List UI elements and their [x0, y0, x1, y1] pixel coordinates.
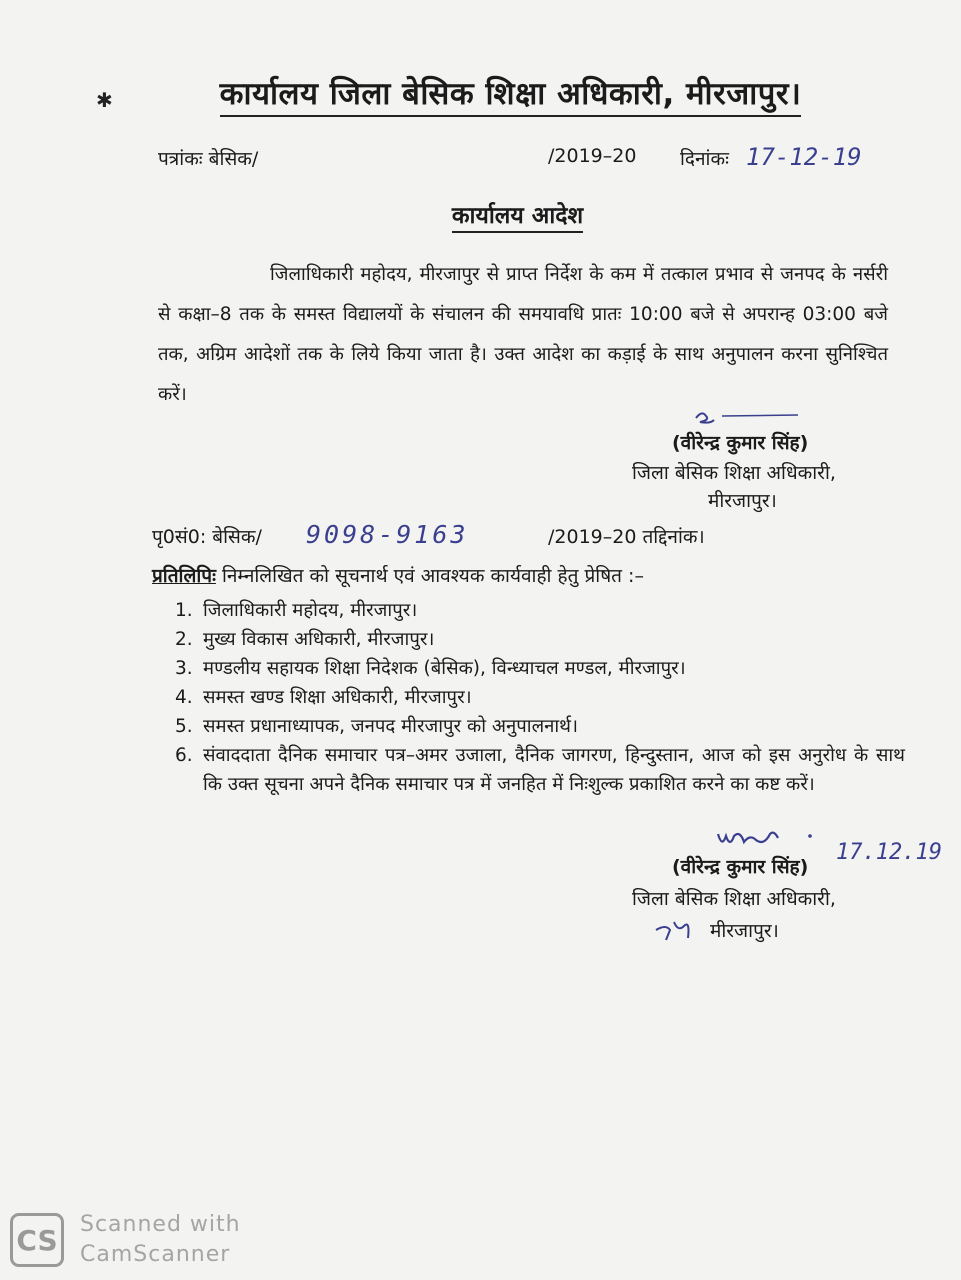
list-item-text: समस्त प्रधानाध्यापक, जनपद मीरजापुर को अनुपालनार्थ। [203, 716, 579, 737]
signature-1-place: मीरजापुर। [708, 490, 777, 512]
list-item-text: समस्त खण्ड शिक्षा अधिकारी, मीरजापुर। [203, 687, 472, 708]
signature-1-name-text: (वीरेन्द्र कुमार सिंह) [672, 432, 809, 454]
list-item-number: 1. [175, 600, 193, 621]
camscanner-watermark [10, 1210, 241, 1270]
office-header-text: कार्यालय जिला बेसिक शिक्षा अधिकारी, मीरजापुर। [220, 76, 802, 117]
letter-number-label: पत्रांकः बेसिक/ [158, 148, 259, 170]
order-title [0, 198, 961, 230]
list-item-number: 6. [175, 745, 193, 766]
copy-to-text: निम्नलिखित को सूचनार्थ एवं आवश्यक कार्यवाही हेतु प्रेषित :– [221, 565, 644, 587]
endorsement-year-date: /2019–20 तद्दिनांक। [548, 526, 705, 548]
list-item-number: 5. [175, 716, 193, 737]
recipient-list [175, 596, 905, 799]
list-item-number: 4. [175, 687, 193, 708]
list-item [175, 654, 905, 683]
order-title-text: कार्यालय आदेश [452, 203, 583, 233]
signature-2-date: 17.12.19 [836, 840, 942, 865]
endorsement-number: 9098-9163 [306, 520, 469, 549]
handwritten-date: 17-12-19 [746, 143, 862, 171]
initial-scribble [652, 914, 708, 944]
date-label: दिनांकः [680, 148, 729, 170]
margin-mark: ✱ [96, 88, 113, 112]
endorsement-label: पृ0सं0: बेसिक/ [152, 526, 262, 548]
copy-to-label: प्रतिलिपिः [152, 565, 216, 587]
letter-year: /2019–20 [548, 145, 637, 167]
list-item [175, 596, 905, 625]
order-body-text: जिलाधिकारी महोदय, मीरजापुर से प्राप्त निर्देश के कम में तत्काल प्रभाव से जनपद के नर्सरी से कक्षा–8 तक के समस्त विद्यालयों के संचालन की समयावधि प्रातः 10:00 बजे से अपरान्ह 03:00 बजे तक, अग्रिम आदेशों तक के लिये किया जाता है। उक्त आदेश का कड़ाई के साथ अनुपालन करना सुनिश्चित करें। [158, 264, 888, 405]
signature-2-name [672, 852, 808, 882]
camscanner-logo: CS [10, 1213, 64, 1267]
signature-scribble-1 [690, 404, 810, 428]
list-item-text: संवाददाता दैनिक समाचार पत्र–अमर उजाला, दैनिक जागरण, हिन्दुस्तान, आज को इस अनुरोध के साथ कि उक्त सूचना अपने दैनिक समाचार पत्र में जनहित में निःशुल्क प्रकाशित करने का कष्ट करें। [203, 745, 905, 795]
signature-2-name-text: (वीरेन्द्र कुमार सिंह) [672, 856, 809, 878]
watermark-line-2: CamScanner [80, 1242, 231, 1267]
list-item-text: जिलाधिकारी महोदय, मीरजापुर। [203, 600, 418, 621]
signature-2-designation: जिला बेसिक शिक्षा अधिकारी, [632, 888, 836, 910]
list-item-number: 2. [175, 629, 193, 650]
list-item [175, 741, 905, 799]
order-body [158, 255, 888, 415]
list-item [175, 712, 905, 741]
signature-1-name [672, 428, 808, 458]
list-item-number: 3. [175, 658, 193, 679]
watermark-line-1: Scanned with [80, 1212, 241, 1237]
list-item-text: मण्डलीय सहायक शिक्षा निदेशक (बेसिक), विन्ध्याचल मण्डल, मीरजापुर। [203, 658, 686, 679]
watermark-text [80, 1210, 241, 1270]
office-header [0, 72, 961, 114]
list-item-text: मुख्य विकास अधिकारी, मीरजापुर। [203, 629, 435, 650]
signature-2-place: मीरजापुर। [710, 920, 779, 942]
signature-1-designation: जिला बेसिक शिक्षा अधिकारी, [632, 462, 836, 484]
copy-to-heading [152, 562, 644, 588]
list-item [175, 683, 905, 712]
list-item [175, 625, 905, 654]
